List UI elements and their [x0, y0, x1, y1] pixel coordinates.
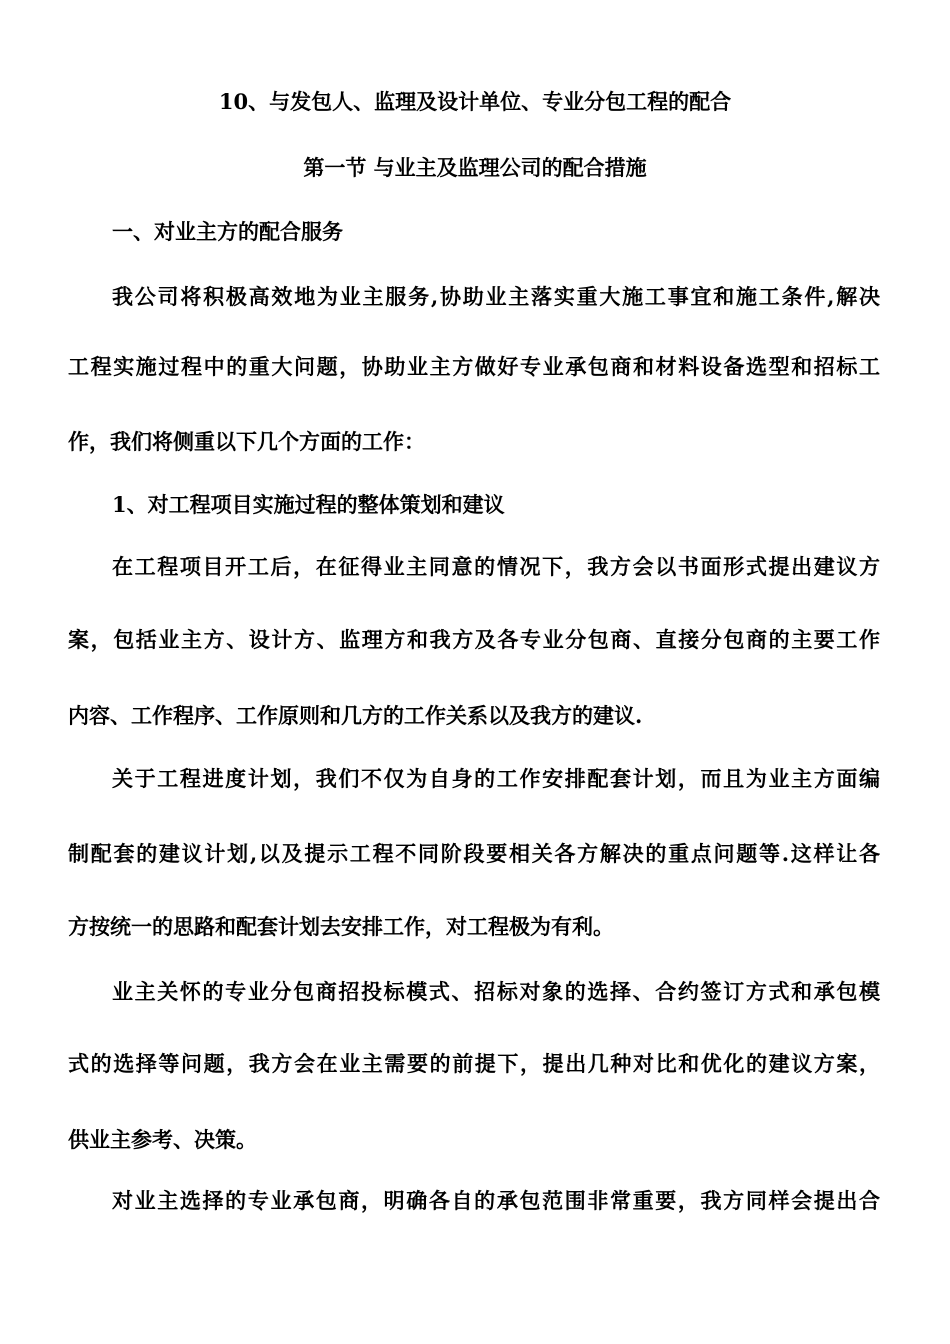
paragraph-line: 内容、工作程序、工作原则和几方的工作关系以及我方的建议.	[68, 703, 643, 728]
section-title: 第一节 与业主及监理公司的配合措施	[303, 155, 647, 180]
paragraph-line: 制配套的建议计划,以及提示工程不同阶段要相关各方解决的重点问题等.这样让各	[68, 841, 880, 866]
document-title: 10、与发包人、监理及设计单位、专业分包工程的配合	[218, 89, 732, 114]
subsection-heading: 一、对业主方的配合服务	[112, 219, 343, 244]
paragraph-line: 关于工程进度计划，我们不仅为自身的工作安排配套计划，而且为业主方面编	[112, 766, 880, 791]
paragraph-line: 我公司将积极高效地为业主服务,协助业主落实重大施工事宜和施工条件,解决	[112, 284, 880, 309]
paragraph-line: 方按统一的思路和配套计划去安排工作，对工程极为有利。	[68, 914, 614, 939]
paragraph-line: 式的选择等问题，我方会在业主需要的前提下，提出几种对比和优化的建议方案，	[68, 1051, 880, 1076]
paragraph-line: 业主关怀的专业分包商招投标模式、招标对象的选择、合约签订方式和承包模	[112, 979, 880, 1004]
item-heading: 1、对工程项目实施过程的整体策划和建议	[112, 492, 505, 517]
paragraph-line: 供业主参考、决策。	[68, 1127, 257, 1152]
paragraph-line: 作，我们将侧重以下几个方面的工作：	[68, 429, 425, 454]
paragraph-line: 工程实施过程中的重大问题，协助业主方做好专业承包商和材料设备选型和招标工	[68, 354, 880, 379]
paragraph-line: 对业主选择的专业承包商，明确各自的承包范围非常重要，我方同样会提出合	[112, 1188, 880, 1213]
paragraph-line: 在工程项目开工后，在征得业主同意的情况下，我方会以书面形式提出建议方	[112, 554, 880, 579]
paragraph-line: 案，包括业主方、设计方、监理方和我方及各专业分包商、直接分包商的主要工作	[68, 627, 880, 652]
